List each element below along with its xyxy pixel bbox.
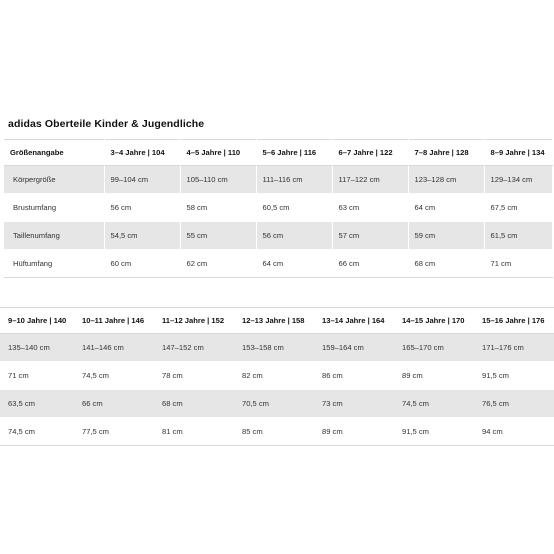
table-cell: 56 cm [104, 194, 180, 222]
table-header-row [0, 308, 554, 334]
table-cell: 63 cm [332, 194, 408, 222]
table-cell: 86 cm [314, 362, 394, 390]
table-cell: 85 cm [234, 418, 314, 446]
table-cell: 59 cm [408, 222, 484, 250]
column-header: 12–13 Jahre | 158 [234, 308, 314, 334]
table-cell: 78 cm [154, 362, 234, 390]
table-cell: 60,5 cm [256, 194, 332, 222]
column-header: 4–5 Jahre | 110 [180, 140, 256, 166]
table-cell: 54,5 cm [104, 222, 180, 250]
row-label: Taillenumfang [4, 222, 104, 250]
table-cell: 71 cm [0, 362, 74, 390]
table-cell: 153–158 cm [234, 334, 314, 362]
table-cell: 81 cm [154, 418, 234, 446]
table-cell: 60 cm [104, 250, 180, 278]
table-cell: 71 cm [484, 250, 552, 278]
table-cell: 62 cm [180, 250, 256, 278]
table-cell: 89 cm [314, 418, 394, 446]
column-header-size: Größenangabe [4, 140, 104, 166]
table-cell: 165–170 cm [394, 334, 474, 362]
table-cell: 99–104 cm [104, 166, 180, 194]
table-row [4, 194, 552, 222]
table-cell: 105–110 cm [180, 166, 256, 194]
column-header: 8–9 Jahre | 134 [484, 140, 552, 166]
column-header: 7–8 Jahre | 128 [408, 140, 484, 166]
table-cell: 171–176 cm [474, 334, 554, 362]
column-header: 11–12 Jahre | 152 [154, 308, 234, 334]
table-cell: 82 cm [234, 362, 314, 390]
column-header: 6–7 Jahre | 122 [332, 140, 408, 166]
table-row [4, 166, 552, 194]
table-cell: 66 cm [74, 390, 154, 418]
table-cell: 117–122 cm [332, 166, 408, 194]
table-cell: 76,5 cm [474, 390, 554, 418]
table-cell: 147–152 cm [154, 334, 234, 362]
page-title: adidas Oberteile Kinder & Jugendliche [8, 118, 205, 130]
table-cell: 61,5 cm [484, 222, 552, 250]
table-cell: 64 cm [408, 194, 484, 222]
table-cell: 67,5 cm [484, 194, 552, 222]
table-cell: 111–116 cm [256, 166, 332, 194]
size-table-primary [4, 139, 553, 278]
table-cell: 123–128 cm [408, 166, 484, 194]
table-cell: 70,5 cm [234, 390, 314, 418]
table-cell: 63,5 cm [0, 390, 74, 418]
table-cell: 91,5 cm [394, 418, 474, 446]
row-label: Brustumfang [4, 194, 104, 222]
table-cell: 68 cm [154, 390, 234, 418]
table-cell: 66 cm [332, 250, 408, 278]
table-row [0, 390, 554, 418]
table-row [4, 250, 552, 278]
table-cell: 129–134 cm [484, 166, 552, 194]
table-cell: 73 cm [314, 390, 394, 418]
column-header: 10–11 Jahre | 146 [74, 308, 154, 334]
table-row [4, 222, 552, 250]
table-cell: 56 cm [256, 222, 332, 250]
row-label: Hüftumfang [4, 250, 104, 278]
table-row [0, 418, 554, 446]
column-header: 14–15 Jahre | 170 [394, 308, 474, 334]
row-label: Körpergröße [4, 166, 104, 194]
table-header-row [4, 140, 552, 166]
table-cell: 68 cm [408, 250, 484, 278]
column-header: 3–4 Jahre | 104 [104, 140, 180, 166]
table-cell: 159–164 cm [314, 334, 394, 362]
table-cell: 64 cm [256, 250, 332, 278]
column-header: 5–6 Jahre | 116 [256, 140, 332, 166]
column-header: 9–10 Jahre | 140 [0, 308, 74, 334]
table-cell: 89 cm [394, 362, 474, 390]
table-cell: 94 cm [474, 418, 554, 446]
table-row [0, 334, 554, 362]
size-table-secondary [0, 307, 554, 446]
table-cell: 77,5 cm [74, 418, 154, 446]
table-cell: 141–146 cm [74, 334, 154, 362]
table-cell: 74,5 cm [0, 418, 74, 446]
table-cell: 57 cm [332, 222, 408, 250]
table-row [0, 362, 554, 390]
table-cell: 74,5 cm [74, 362, 154, 390]
table-cell: 55 cm [180, 222, 256, 250]
column-header: 15–16 Jahre | 176 [474, 308, 554, 334]
table-cell: 74,5 cm [394, 390, 474, 418]
table-cell: 58 cm [180, 194, 256, 222]
column-header: 13–14 Jahre | 164 [314, 308, 394, 334]
table-cell: 135–140 cm [0, 334, 74, 362]
table-cell: 91,5 cm [474, 362, 554, 390]
